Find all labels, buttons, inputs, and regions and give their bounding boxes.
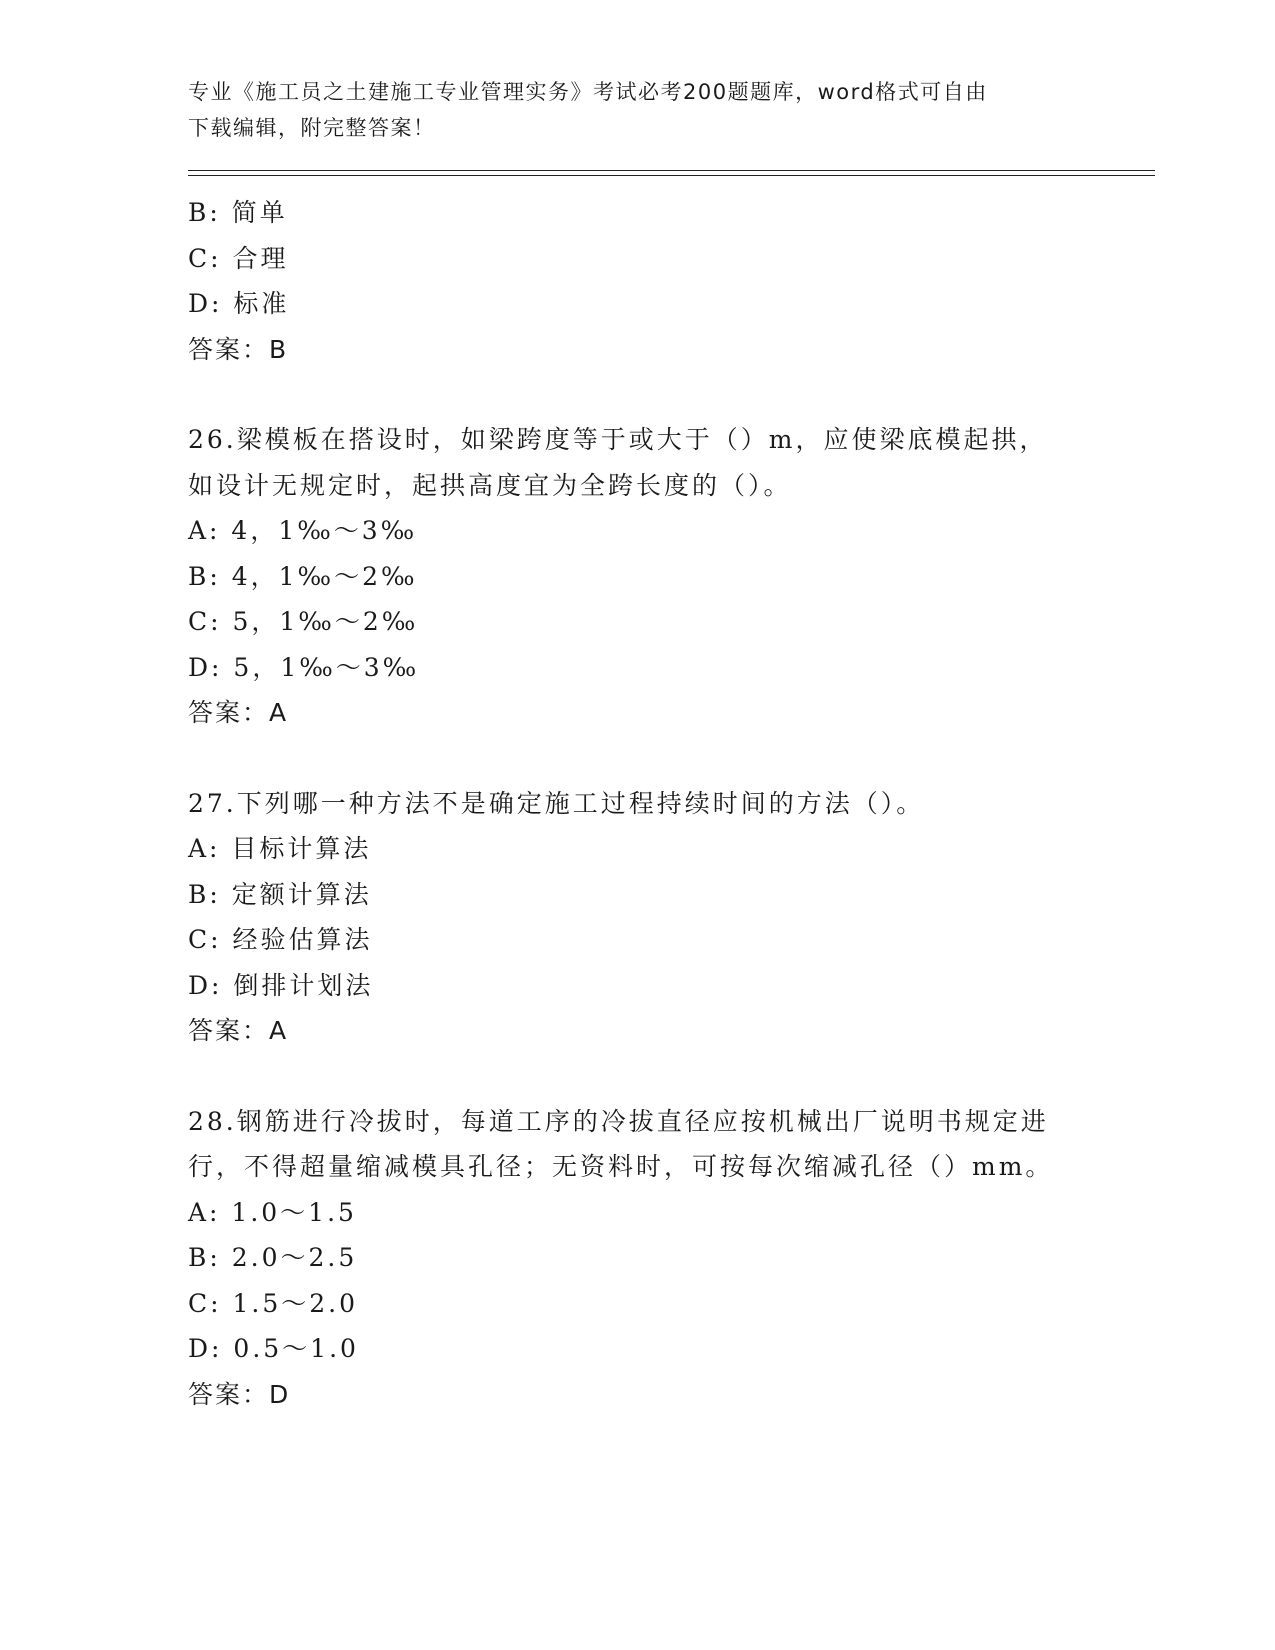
option-d: D: 标准 <box>188 289 290 318</box>
question-content <box>188 190 1148 1462</box>
question-text: 28.钢筋进行冷拔时，每道工序的冷拔直径应按机械出厂说明书规定进 <box>188 1106 1049 1136</box>
option-c: C: 1.5～2.0 <box>188 1288 359 1318</box>
header-line-1: 专业《施工员之土建施工专业管理实务》考试必考200题题库，word格式可自由 <box>188 80 988 104</box>
option-c: C: 5，1‰～2‰ <box>188 607 419 636</box>
answer-line: 答案：D <box>188 1379 291 1409</box>
option-a: A: 1.0～1.5 <box>188 1197 357 1227</box>
question-text: 如设计无规定时，起拱高度宜为全跨长度的（）。 <box>188 470 792 500</box>
question-block-28 <box>188 1099 1148 1418</box>
option-c: C: 经验估算法 <box>188 925 373 954</box>
question-block-27 <box>188 781 1148 1054</box>
option-b: B: 4，1‰～2‰ <box>188 561 418 591</box>
option-b: B: 2.0～2.5 <box>188 1243 358 1272</box>
option-a: A: 4，1‰～3‰ <box>188 516 418 545</box>
header-line-2: 下载编辑，附完整答案！ <box>188 116 436 140</box>
option-d: D: 倒排计划法 <box>188 970 374 1000</box>
answer-line: 答案：A <box>188 698 289 727</box>
question-text: 行，不得超量缩减模具孔径；无资料时，可按每次缩减孔径（）mm。 <box>188 1152 1054 1181</box>
question-block-26 <box>188 417 1148 736</box>
option-b: B: 简单 <box>188 198 288 227</box>
option-d: D: 5，1‰～3‰ <box>188 652 420 682</box>
header-rule-bottom <box>188 175 1155 176</box>
option-a: A: 目标计算法 <box>188 834 372 863</box>
document-header <box>188 74 1088 146</box>
answer-line: 答案：A <box>188 1016 289 1045</box>
option-c: C: 合理 <box>188 243 289 273</box>
question-text: 26.梁模板在搭设时，如梁跨度等于或大于（）m，应使梁底模起拱， <box>188 425 1048 454</box>
question-block-25-continued <box>188 190 1148 372</box>
option-b: B: 定额计算法 <box>188 879 372 909</box>
question-text: 27.下列哪一种方法不是确定施工过程持续时间的方法（）。 <box>188 788 925 818</box>
answer-line: 答案：B <box>188 334 289 364</box>
header-rule-top <box>188 170 1155 171</box>
option-d: D: 0.5～1.0 <box>188 1334 359 1363</box>
